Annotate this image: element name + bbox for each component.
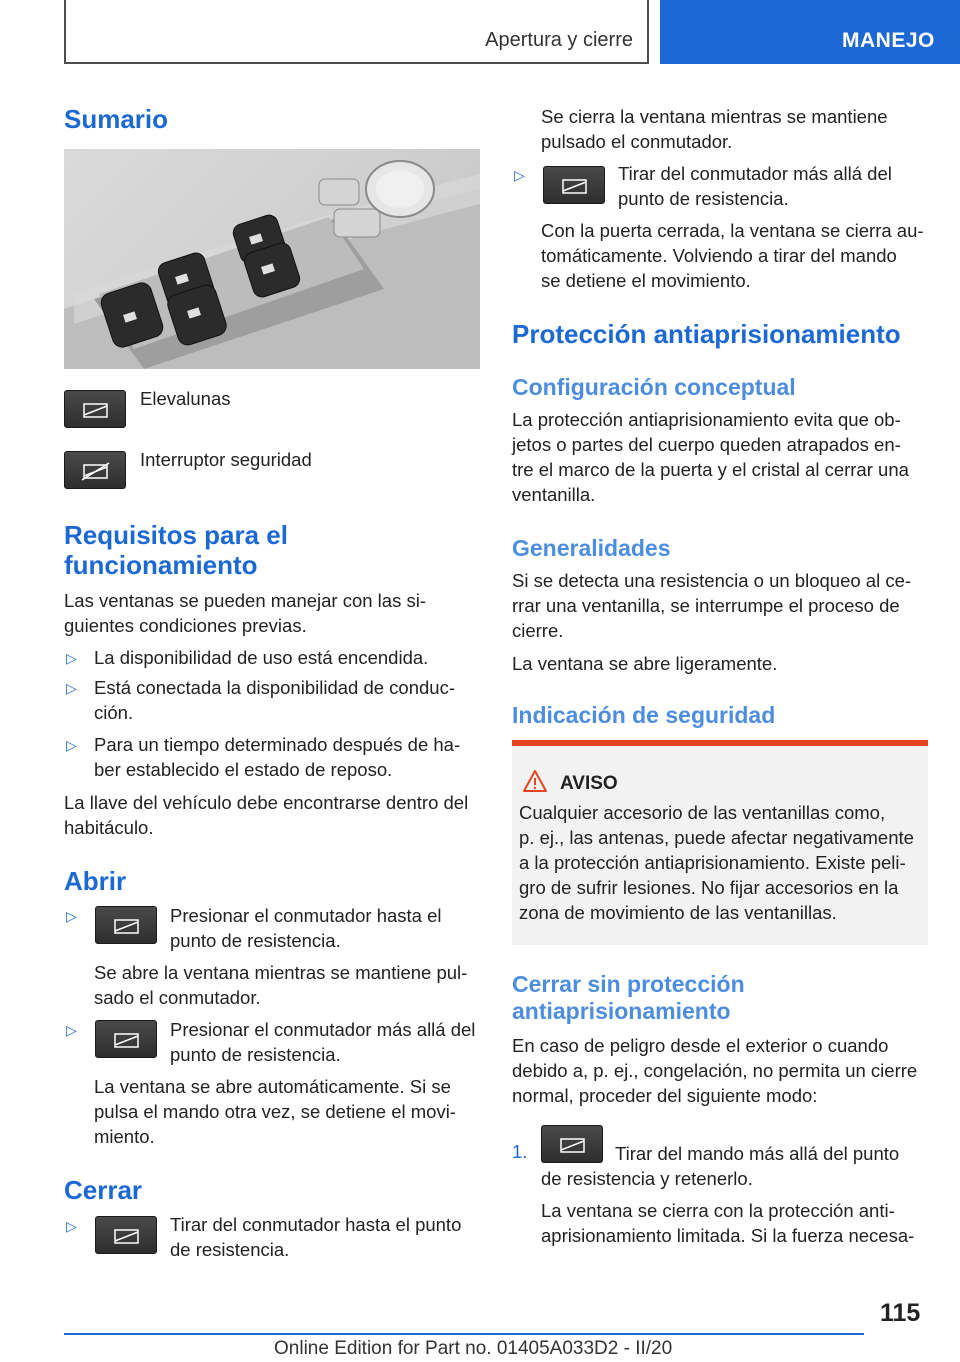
paragraph: Si se detecta una resistencia o un bloqueo al ce- bbox=[512, 570, 912, 591]
warning-text bbox=[519, 800, 924, 925]
subheading-cerrar-sin-proteccion-cont: antiaprisionamiento bbox=[512, 998, 731, 1024]
paragraph: En caso de peligro desde el exterior o cuando bbox=[512, 1035, 889, 1056]
sumario-item-label: Elevalunas bbox=[140, 388, 231, 409]
paragraph: ventanilla. bbox=[512, 484, 596, 505]
warning-triangle-icon bbox=[522, 769, 548, 793]
bullet-text: Está conectada la disponibilidad de conduc- bbox=[94, 677, 455, 698]
bullet-text: ción. bbox=[94, 702, 134, 723]
paragraph: normal, proceder del siguiente modo: bbox=[512, 1085, 818, 1106]
step-text: Tirar del conmutador más allá del bbox=[618, 163, 892, 184]
warning-title: AVISO bbox=[560, 773, 618, 794]
warning-line: gro de sufrir lesiones. No fijar accesorios en la bbox=[519, 877, 899, 898]
step-result: La ventana se cierra con la protección anti- bbox=[541, 1200, 895, 1221]
bullet-arrow-icon: ▷ bbox=[66, 1218, 77, 1234]
heading-proteccion: Protección antiaprisionamiento bbox=[512, 319, 901, 349]
paragraph: habitáculo. bbox=[64, 817, 154, 838]
heading-abrir: Abrir bbox=[64, 866, 127, 896]
paragraph: cierre. bbox=[512, 620, 564, 641]
step-text: Tirar del conmutador hasta el punto bbox=[170, 1214, 462, 1235]
bullet-arrow-icon: ▷ bbox=[66, 650, 77, 666]
bullet-text: La disponibilidad de uso está encendida. bbox=[94, 647, 429, 668]
step-text: Tirar del mando más allá del punto bbox=[615, 1143, 900, 1164]
step-text: Presionar el conmutador hasta el bbox=[170, 905, 442, 926]
footer-divider bbox=[64, 1333, 864, 1335]
heading-requisitos: Requisitos para el bbox=[64, 520, 288, 550]
bullet-arrow-icon: ▷ bbox=[66, 737, 77, 753]
paragraph: guientes condiciones previas. bbox=[64, 615, 307, 636]
window-lifter-icon bbox=[95, 906, 157, 944]
heading-cerrar: Cerrar bbox=[64, 1175, 143, 1205]
step-result: Se abre la ventana mientras se mantiene pul- bbox=[94, 962, 468, 983]
paragraph: debido a, p. ej., congelación, no permita un cierre bbox=[512, 1060, 918, 1081]
step-result: sado el conmutador. bbox=[94, 987, 261, 1008]
warning-line: p. ej., las antenas, puede afectar negativamente bbox=[519, 827, 914, 848]
step-result: aprisionamiento limitada. Si la fuerza necesa- bbox=[541, 1225, 915, 1246]
heading-requisitos-cont: funcionamiento bbox=[64, 550, 258, 580]
step-result: Se cierra la ventana mientras se mantiene bbox=[541, 106, 888, 127]
step-result: pulsado el conmutador. bbox=[541, 131, 733, 152]
page-number: 115 bbox=[880, 1299, 921, 1327]
paragraph: La protección antiaprisionamiento evita que ob- bbox=[512, 409, 901, 430]
step-text: punto de resistencia. bbox=[170, 1044, 341, 1065]
warning-line: a la protección antiaprisionamiento. Existe peli- bbox=[519, 852, 906, 873]
footer-edition: Online Edition for Part no. 01405A033D2 - II/20 bbox=[274, 1338, 673, 1359]
subheading-cerrar-sin-proteccion: Cerrar sin protección bbox=[512, 971, 745, 997]
paragraph: La ventana se abre ligeramente. bbox=[512, 653, 778, 674]
window-lifter-icon bbox=[543, 166, 605, 204]
window-lifter-icon bbox=[64, 390, 126, 428]
paragraph: rrar una ventanilla, se interrumpe el proceso de bbox=[512, 595, 900, 616]
subheading-generalidades: Generalidades bbox=[512, 535, 671, 561]
step-result: La ventana se abre automáticamente. Si se bbox=[94, 1076, 451, 1097]
subheading-indicacion-seguridad: Indicación de seguridad bbox=[512, 702, 776, 728]
bullet-arrow-icon: ▷ bbox=[66, 680, 77, 696]
bullet-text: ber establecido el estado de reposo. bbox=[94, 759, 393, 780]
step-text: punto de resistencia. bbox=[170, 930, 341, 951]
bullet-text: Para un tiempo determinado después de ha- bbox=[94, 734, 461, 755]
subheading-configuracion: Configuración conceptual bbox=[512, 374, 796, 400]
paragraph: jetos o partes del cuerpo queden atrapados en- bbox=[512, 434, 901, 455]
window-lifter-icon bbox=[95, 1216, 157, 1254]
step-result: se detiene el movimiento. bbox=[541, 270, 751, 291]
window-lifter-icon bbox=[95, 1020, 157, 1058]
bullet-arrow-icon: ▷ bbox=[514, 167, 525, 183]
header-chapter-tab[interactable]: MANEJO bbox=[660, 0, 960, 64]
step-text: punto de resistencia. bbox=[618, 188, 789, 209]
warning-line: Cualquier accesorio de las ventanillas como, bbox=[519, 802, 886, 823]
step-text: Presionar el conmutador más allá del bbox=[170, 1019, 476, 1040]
window-lifter-icon bbox=[541, 1125, 603, 1163]
step-result: tomáticamente. Volviendo a tirar del mando bbox=[541, 245, 897, 266]
step-text: de resistencia y retenerlo. bbox=[541, 1168, 753, 1189]
paragraph: tre el marco de la puerta y el cristal al cerrar una bbox=[512, 459, 909, 480]
step-text: de resistencia. bbox=[170, 1239, 290, 1260]
safety-switch-icon bbox=[64, 451, 126, 489]
window-switch-photo bbox=[64, 149, 480, 369]
header-section-title: Apertura y cierre bbox=[485, 29, 633, 51]
sumario-item-label: Interruptor seguridad bbox=[140, 449, 312, 470]
bullet-arrow-icon: ▷ bbox=[66, 1022, 77, 1038]
paragraph: La llave del vehículo debe encontrarse dentro del bbox=[64, 792, 469, 813]
step-result: miento. bbox=[94, 1126, 155, 1147]
heading-sumario: Sumario bbox=[64, 104, 169, 134]
warning-box bbox=[512, 740, 928, 945]
step-result: Con la puerta cerrada, la ventana se cierra au- bbox=[541, 220, 924, 241]
header-section-box bbox=[64, 0, 649, 64]
step-number: 1. bbox=[512, 1141, 528, 1162]
bullet-arrow-icon: ▷ bbox=[66, 908, 77, 924]
paragraph: Las ventanas se pueden manejar con las si- bbox=[64, 590, 426, 611]
warning-line: zona de movimiento de las ventanillas. bbox=[519, 902, 837, 923]
step-result: pulsa el mando otra vez, se detiene el movi- bbox=[94, 1101, 456, 1122]
